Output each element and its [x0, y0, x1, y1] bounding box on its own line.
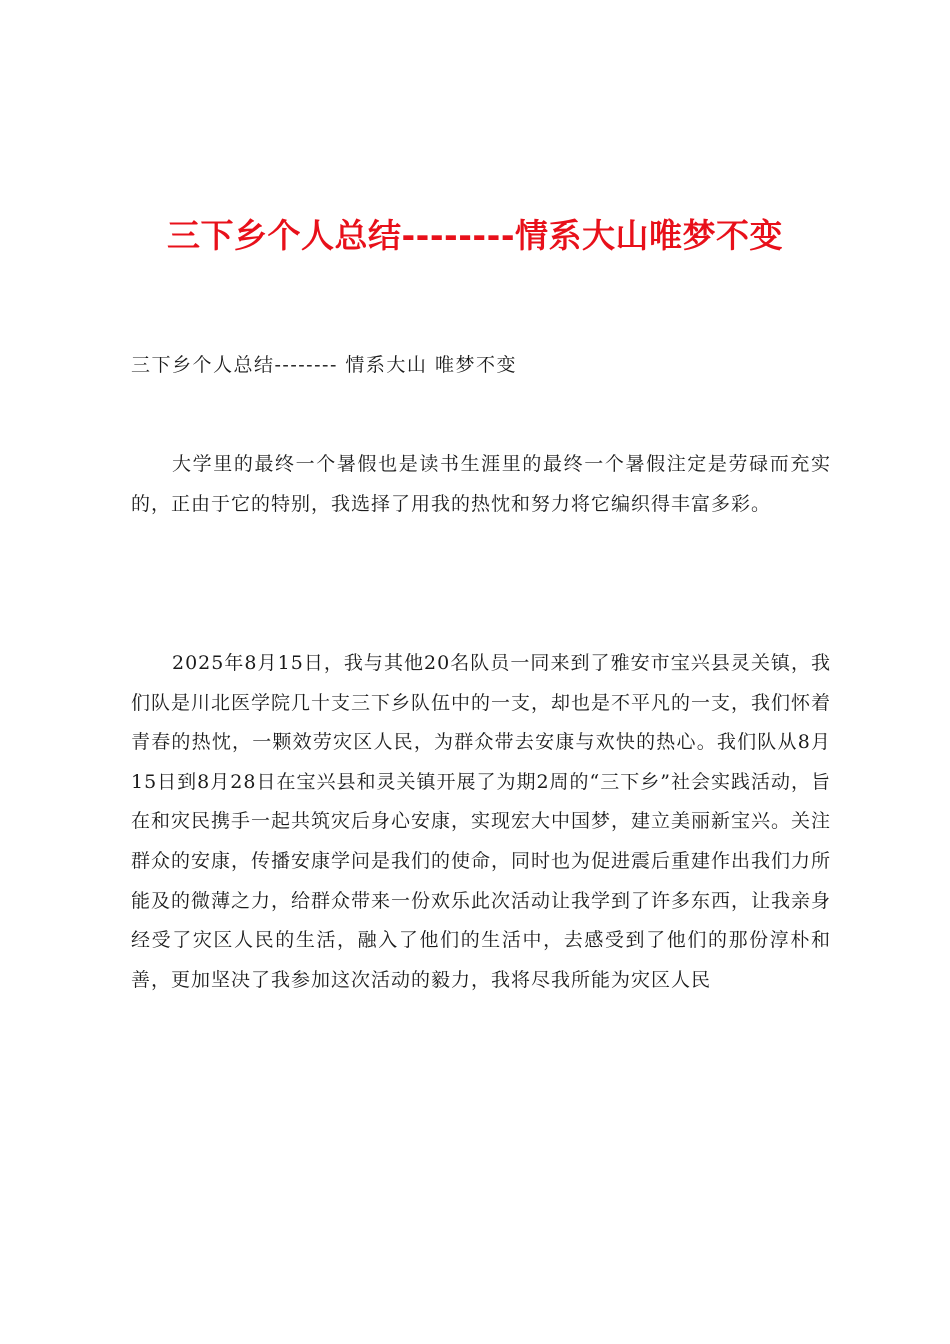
document-subtitle: 三下乡个人总结-------- 情系大山 唯梦不变	[131, 354, 517, 376]
paragraph-1: 大学里的最终一个暑假也是读书生涯里的最终一个暑假注定是劳碌而充实的，正由于它的特别，我选择了用我的热忱和努力将它编织得丰富多彩。	[131, 453, 831, 515]
document-title: 三下乡个人总结--------情系大山唯梦不变	[166, 216, 784, 255]
paragraph-2: 2025年8月15日，我与其他20名队员一同来到了雅安市宝兴县灵关镇，我们队是川北医学院几十支三下乡队伍中的一支，却也是不平凡的一支，我们怀着青春的热忱，一颗效劳灾区人民，为群众带去安康与欢快的热心。我们队从8月15日到8月28日在宝兴县和灵关镇开展了为期2周的“三下乡”社会实践活动，旨在和灾民携手一起共筑灾后身心安康，实现宏大中国梦，建立美丽新宝兴。关注群众的安康，传播安康学问是我们的使命，同时也为促进震后重建作出我们力所能及的微薄之力，给群众带来一份欢乐此次活动让我学到了许多东西，让我亲身经受了灾区人民的生活，融入了他们的生活中，去感受到了他们的那份淳朴和善，更加坚决了我参加这次活动的毅力，我将尽我所能为灾区人民	[131, 652, 832, 991]
